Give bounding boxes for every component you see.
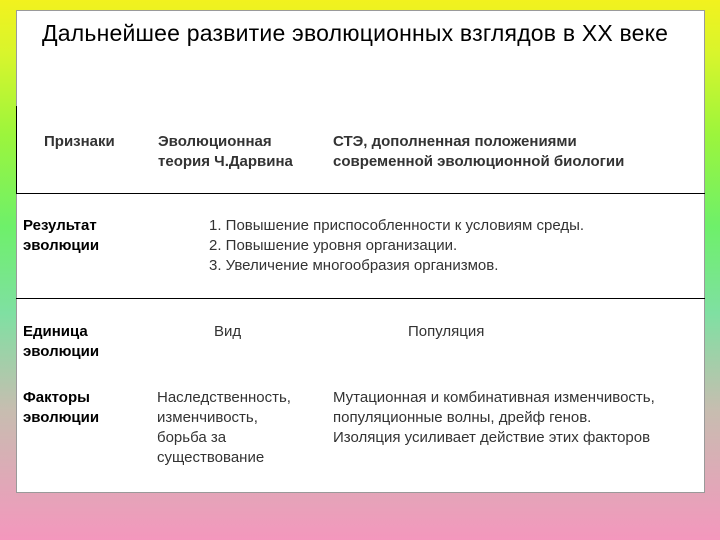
unit-darwin: Вид <box>214 323 242 340</box>
header-darwin-line2: теория Ч.Дарвина <box>158 153 293 170</box>
table-left-border <box>16 106 17 193</box>
slide-title: Дальнейшее развитие эволюционных взглядов в XX веке <box>42 20 669 46</box>
result-item-1: 1. Повышение приспособленности к условиям среды. <box>209 217 585 234</box>
factors-darwin-line3: борьба за <box>157 429 227 446</box>
header-divider <box>16 193 705 194</box>
row-result-label-line2: эволюции <box>23 237 100 254</box>
row-factors-label-line2: эволюции <box>23 409 100 426</box>
factors-darwin-line2: изменчивость, <box>157 409 258 426</box>
result-item-2: 2. Повышение уровня организации. <box>209 237 458 254</box>
factors-ste-line2: популяционные волны, дрейф генов. <box>333 409 592 426</box>
header-ste-line2: современной эволюционной биологии <box>333 153 625 170</box>
result-item-3: 3. Увеличение многообразия организмов. <box>209 257 499 274</box>
factors-ste-line3: Изоляция усиливает действие этих факторов <box>333 429 651 446</box>
row-result-label-line1: Результат <box>23 217 97 234</box>
header-ste-line1: СТЭ, дополненная положениями <box>333 133 577 150</box>
row-unit-label-line2: эволюции <box>23 343 100 360</box>
unit-ste: Популяция <box>408 323 485 340</box>
factors-darwin-line1: Наследственность, <box>157 389 291 406</box>
factors-ste-line1: Мутационная и комбинативная изменчивость, <box>333 389 655 406</box>
row-factors-label-line1: Факторы <box>23 389 90 406</box>
row-divider <box>16 298 705 299</box>
header-criteria: Признаки <box>44 133 115 150</box>
factors-darwin-line4: существование <box>157 449 265 466</box>
header-darwin-line1: Эволюционная <box>158 133 272 150</box>
row-unit-label-line1: Единица <box>23 323 88 340</box>
